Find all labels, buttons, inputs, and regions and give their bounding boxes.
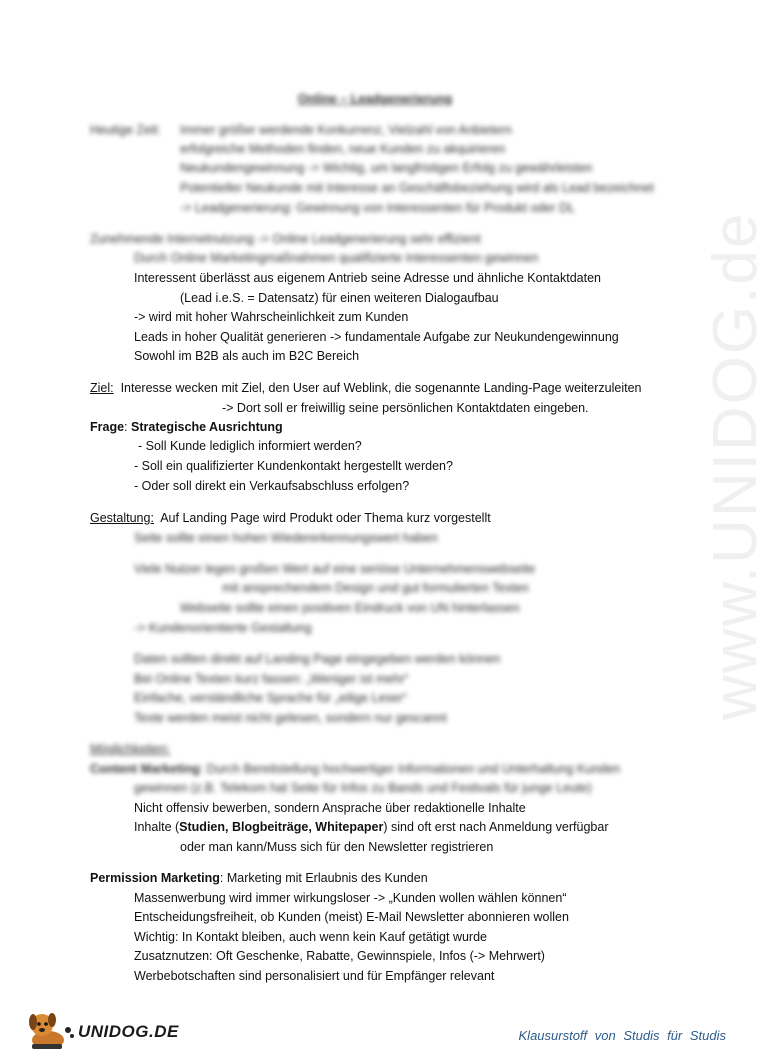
- dog-mascot-icon: [24, 1010, 76, 1052]
- internet-line: Interessent überlässt aus eigenem Antrieb seine Adresse und ähnliche Kontaktdaten: [134, 271, 601, 285]
- permission-line: Entscheidungsfreiheit, ob Kunden (meist) E-Mail Newsletter abonnieren wollen: [134, 910, 569, 924]
- logo-text: UNIDOG.DE: [78, 1022, 179, 1041]
- permission-line: Werbebotschaften sind personalisiert und für Empfänger relevant: [134, 969, 495, 983]
- gestaltung-line: Einfache, verständliche Sprache für „eilige Leser“: [134, 691, 408, 705]
- gestaltung-text: Auf Landing Page wird Produkt oder Thema kurz vorgestellt: [160, 511, 491, 525]
- frage-title: Strategische Ausrichtung: [131, 420, 283, 434]
- gestaltung-line: Viele Nutzer legen großen Wert auf eine seriöse Unternehmenswebseite: [134, 562, 536, 576]
- internet-line: Durch Online Marketingmaßnahmen qualifizierte Interessenten gewinnen: [134, 251, 539, 265]
- permission-heading: [90, 870, 428, 886]
- intro-line: erfolgreiche Methoden finden, neue Kunden zu akquirieren: [180, 142, 506, 156]
- internet-heading: Zunehmende Internetnutzung -> Online Leadgenerierung sehr effizient: [90, 232, 481, 246]
- ziel-paragraph: [90, 380, 641, 396]
- gestaltung-line: Seite sollte einen hohen Wiedererkennungswert haben: [134, 531, 438, 545]
- unidog-logo[interactable]: [24, 1010, 179, 1052]
- frage-item: - Soll Kunde lediglich informiert werden?: [138, 439, 362, 453]
- intro-label: Heutige Zeit:: [90, 123, 161, 137]
- intro-line: Neukundengewinnung -> Wichtig, um langfristigen Erfolg zu gewährleisten: [180, 161, 593, 175]
- frage-item: - Soll ein qualifizierter Kundenkontakt hergestellt werden?: [134, 459, 453, 473]
- content-marketing-text: : Durch Bereitstellung hochwertiger Informationen und Unterhaltung Kunden: [199, 762, 621, 776]
- moeglichkeiten-heading: Möglichkeiten:: [90, 742, 170, 756]
- internet-line: -> wird mit hoher Wahrscheinlichkeit zum Kunden: [134, 310, 409, 324]
- content-marketing-line: [134, 819, 609, 835]
- ziel-label: Ziel:: [90, 381, 114, 395]
- gestaltung-line: mit ansprechendem Design und gut formulierten Texten: [222, 581, 529, 595]
- frage-label: Frage: [90, 420, 125, 434]
- frage-item: - Oder soll direkt ein Verkaufsabschluss erfolgen?: [134, 479, 410, 493]
- permission-line: Zusatznutzen: Oft Geschenke, Rabatte, Gewinnspiele, Infos (-> Mehrwert): [134, 949, 545, 963]
- frage-colon: :: [124, 420, 131, 434]
- ziel-line: -> Dort soll er freiwillig seine persönlichen Kontaktdaten eingeben.: [222, 401, 589, 415]
- internet-line: Sowohl im B2B als auch im B2C Bereich: [134, 349, 360, 363]
- frage-heading: [90, 419, 283, 435]
- intro-line: Immer größer werdende Konkurrenz, Vielzahl von Anbietern: [180, 123, 512, 137]
- inhalte-bold: Studien, Blogbeiträge, Whitepaper: [179, 820, 384, 834]
- gestaltung-label: Gestaltung:: [90, 511, 154, 525]
- intro-line: Potentieller Neukunde mit Interesse an Geschäftsbeziehung wird als Lead bezeichnet: [180, 181, 654, 195]
- permission-line: Wichtig: In Kontakt bleiben, auch wenn kein Kauf getätigt wurde: [134, 930, 487, 944]
- gestaltung-line: Webseite sollte einen positiven Eindruck von UN hinterlassen: [180, 601, 520, 615]
- gestaltung-line: Texte werden meist nicht gelesen, sondern nur gescannt: [134, 711, 447, 725]
- gestaltung-paragraph: [90, 510, 491, 526]
- intro-line: -> Leadgenerierung: Gewinnung von Interessenten für Produkt oder DL: [180, 201, 576, 215]
- content-marketing-line: oder man kann/Muss sich für den Newsletter registrieren: [180, 840, 494, 854]
- content-marketing-line: gewinnen (z.B. Telekom hat Seite für Infos zu Bands und Festivals für junge Leute): [134, 781, 592, 795]
- content-marketing-line: [90, 761, 620, 777]
- permission-label: Permission Marketing: [90, 871, 220, 885]
- permission-text: : Marketing mit Erlaubnis des Kunden: [219, 871, 428, 885]
- permission-line: Massenwerbung wird immer wirkungsloser -> „Kunden wollen wählen können“: [134, 891, 567, 905]
- gestaltung-line: Daten sollten direkt auf Landing Page eingegeben werden können: [134, 652, 501, 666]
- footer-slogan: Klausurstoff von Studis für Studis: [518, 1028, 726, 1043]
- inhalte-suffix: ) sind oft erst nach Anmeldung verfügbar: [383, 820, 609, 834]
- content-marketing-line: Nicht offensiv bewerben, sondern Ansprache über redaktionelle Inhalte: [134, 801, 526, 815]
- gestaltung-line: Bei Online Texten kurz fassen: „Weniger ist mehr“: [134, 672, 409, 686]
- content-marketing-label: Content Marketing: [90, 762, 200, 776]
- page-title: Online – Leadgenerierung: [297, 92, 453, 106]
- ziel-text: Interesse wecken mit Ziel, den User auf Weblink, die sogenannte Landing-Page weiterzuleiten: [120, 381, 642, 395]
- internet-line: (Lead i.e.S. = Datensatz) für einen weiteren Dialogaufbau: [180, 291, 499, 305]
- inhalte-prefix: Inhalte (: [134, 820, 180, 834]
- watermark-text: www.UNIDOG.de: [701, 211, 770, 720]
- gestaltung-line: -> Kundenorientierte Gestaltung: [134, 621, 312, 635]
- internet-line: Leads in hoher Qualität generieren -> fundamentale Aufgabe zur Neukundengewinnung: [134, 330, 619, 344]
